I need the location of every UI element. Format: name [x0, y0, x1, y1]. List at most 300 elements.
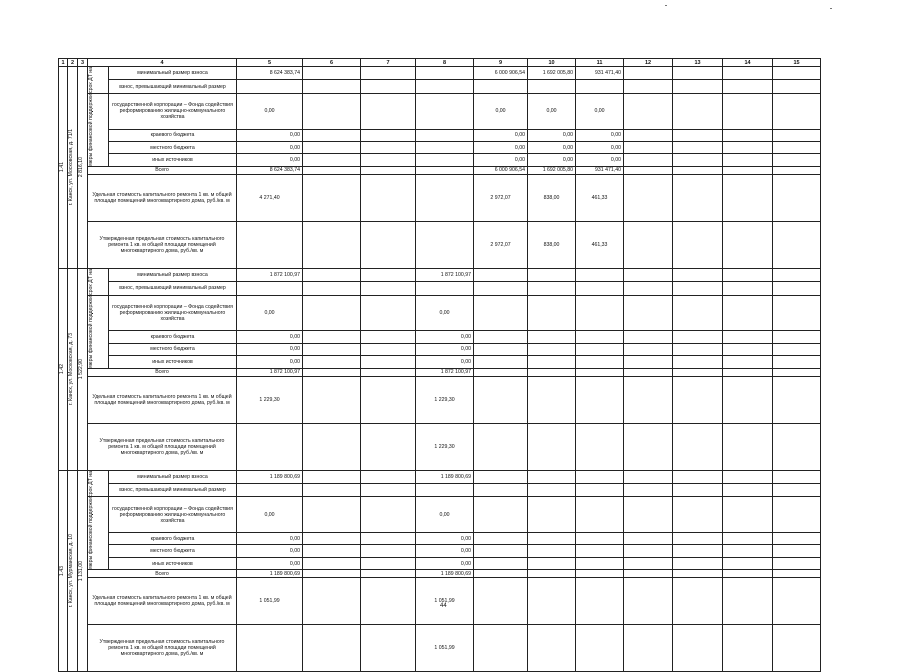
value-cell [416, 141, 474, 153]
value-cell: 0,00 [237, 129, 303, 141]
empty-cell [773, 470, 821, 483]
page-number: 44 [440, 603, 447, 609]
value-cell [361, 141, 416, 153]
empty-cell [673, 376, 723, 423]
value-cell [474, 376, 528, 423]
value-cell: 0,00 [474, 93, 528, 129]
value-cell [528, 268, 576, 281]
empty-cell [773, 129, 821, 141]
empty-cell [723, 174, 773, 221]
value-cell [474, 80, 528, 93]
value-cell: 8 624 383,74 [237, 166, 303, 174]
value-cell: 0,00 [416, 533, 474, 545]
empty-cell [773, 533, 821, 545]
empty-cell [773, 166, 821, 174]
value-cell [361, 497, 416, 533]
value-cell [416, 174, 474, 221]
scan-speck [665, 5, 667, 6]
empty-cell [723, 545, 773, 557]
value-cell [576, 483, 624, 496]
empty-cell [624, 578, 673, 625]
row-label: взнос, превышающий минимальный размер [109, 483, 237, 496]
empty-cell [673, 343, 723, 355]
value-cell [303, 470, 361, 483]
empty-cell [723, 625, 773, 672]
value-cell: 1 872 100,97 [416, 268, 474, 281]
document-sheet [58, 58, 818, 672]
value-cell [528, 343, 576, 355]
value-cell: 931 471,40 [576, 67, 624, 80]
value-cell [303, 80, 361, 93]
value-cell [237, 221, 303, 268]
table-row [59, 625, 821, 672]
empty-cell [773, 154, 821, 166]
value-cell [474, 423, 528, 470]
value-cell: 0,00 [474, 154, 528, 166]
value-cell [361, 470, 416, 483]
value-cell [303, 368, 361, 376]
value-cell [528, 625, 576, 672]
value-cell [528, 423, 576, 470]
row-label: минимальный размер взноса [109, 470, 237, 483]
value-cell: 461,33 [576, 174, 624, 221]
item-area-text: 1 131,00 [78, 560, 84, 581]
empty-cell [673, 174, 723, 221]
empty-cell [773, 625, 821, 672]
value-cell: 1 051,99 [416, 578, 474, 625]
measures-label-text: меры финансовой поддержки [88, 93, 94, 166]
empty-cell [624, 221, 673, 268]
value-cell [303, 331, 361, 343]
value-cell [361, 174, 416, 221]
item-number-text: 1.43 [59, 565, 65, 576]
empty-cell [673, 331, 723, 343]
empty-cell [673, 470, 723, 483]
srok-label-text: срок ДТ на [88, 470, 94, 497]
header-cell: 10 [528, 59, 576, 67]
value-cell [528, 356, 576, 368]
value-cell [361, 295, 416, 331]
value-cell [303, 356, 361, 368]
value-cell [361, 221, 416, 268]
value-cell [416, 80, 474, 93]
value-cell [474, 295, 528, 331]
value-cell [361, 533, 416, 545]
value-cell: 1 189 800,69 [237, 470, 303, 483]
value-cell [361, 166, 416, 174]
table-row [59, 268, 821, 281]
empty-cell [723, 483, 773, 496]
value-cell [474, 368, 528, 376]
row-label: местного бюджета [109, 545, 237, 557]
item-number [59, 268, 68, 470]
item-number [59, 470, 68, 672]
row-label: Всего [88, 570, 237, 578]
empty-cell [673, 570, 723, 578]
value-cell: 0,00 [576, 141, 624, 153]
value-cell: 0,00 [416, 343, 474, 355]
item-address [68, 268, 78, 470]
srok-label [88, 67, 109, 94]
empty-cell [624, 166, 673, 174]
value-cell [474, 356, 528, 368]
value-cell [416, 93, 474, 129]
value-cell [474, 533, 528, 545]
empty-cell [624, 497, 673, 533]
value-cell [361, 331, 416, 343]
empty-cell [773, 376, 821, 423]
empty-cell [723, 154, 773, 166]
empty-cell [773, 221, 821, 268]
srok-label-text: срок ДТ на [88, 268, 94, 295]
value-cell: 0,00 [474, 141, 528, 153]
header-cell: 4 [88, 59, 237, 67]
value-cell: 1 692 005,80 [528, 166, 576, 174]
value-cell [237, 483, 303, 496]
empty-cell [624, 557, 673, 569]
empty-cell [673, 295, 723, 331]
row-label: местного бюджета [109, 343, 237, 355]
empty-cell [673, 483, 723, 496]
table-row [59, 533, 821, 545]
value-cell [303, 343, 361, 355]
header-cell: 15 [773, 59, 821, 67]
value-cell [528, 557, 576, 569]
empty-cell [723, 67, 773, 80]
value-cell [416, 129, 474, 141]
value-cell [528, 331, 576, 343]
value-cell [474, 578, 528, 625]
empty-cell [624, 545, 673, 557]
empty-cell [673, 368, 723, 376]
value-cell [237, 625, 303, 672]
item-address [68, 67, 78, 269]
empty-cell [624, 295, 673, 331]
table-row [59, 368, 821, 376]
header-cell: 12 [624, 59, 673, 67]
value-cell [361, 282, 416, 295]
row-label: минимальный размер взноса [109, 268, 237, 281]
header-cell: 14 [723, 59, 773, 67]
value-cell: 0,00 [237, 545, 303, 557]
value-cell [361, 570, 416, 578]
header-row [59, 59, 821, 67]
table-row [59, 174, 821, 221]
measures-label [88, 295, 109, 368]
table-row [59, 470, 821, 483]
empty-cell [773, 295, 821, 331]
value-cell [303, 93, 361, 129]
value-cell [576, 376, 624, 423]
empty-cell [673, 221, 723, 268]
row-label: государственной корпорации – Фонда содействия реформированию жилищно-коммунального хозяйства [109, 93, 237, 129]
empty-cell [673, 67, 723, 80]
empty-cell [624, 470, 673, 483]
empty-cell [723, 368, 773, 376]
empty-cell [723, 470, 773, 483]
item-area [78, 470, 88, 672]
value-cell [361, 423, 416, 470]
value-cell: 2 972,07 [474, 221, 528, 268]
value-cell: 0,00 [237, 356, 303, 368]
value-cell [361, 368, 416, 376]
empty-cell [723, 497, 773, 533]
value-cell [237, 80, 303, 93]
value-cell [361, 625, 416, 672]
value-cell: 0,00 [237, 141, 303, 153]
empty-cell [673, 497, 723, 533]
value-cell [474, 483, 528, 496]
empty-cell [673, 557, 723, 569]
empty-cell [673, 545, 723, 557]
value-cell: 0,00 [237, 93, 303, 129]
value-cell: 1 692 005,80 [528, 67, 576, 80]
value-cell [576, 268, 624, 281]
header-cell: 1 [59, 59, 68, 67]
value-cell [528, 80, 576, 93]
empty-cell [723, 570, 773, 578]
table-row [59, 376, 821, 423]
empty-cell [723, 93, 773, 129]
item-address-text: г. Канск, ул. Мурманская, д. 10 [68, 534, 74, 608]
value-cell: 0,00 [528, 154, 576, 166]
empty-cell [673, 356, 723, 368]
table-row [59, 343, 821, 355]
value-cell [576, 497, 624, 533]
value-cell: 0,00 [416, 356, 474, 368]
value-cell: 0,00 [416, 295, 474, 331]
value-cell [237, 282, 303, 295]
item-number-text: 1.41 [59, 162, 65, 173]
empty-cell [673, 93, 723, 129]
item-address-text: г. Канск, ул. Московская, д. 71/1 [68, 129, 74, 206]
value-cell [303, 166, 361, 174]
value-cell [528, 570, 576, 578]
item-area [78, 67, 88, 269]
row-label: иных источников [109, 557, 237, 569]
value-cell [528, 376, 576, 423]
value-cell: 0,00 [237, 154, 303, 166]
row-label: Удельная стоимость капитального ремонта 1 кв. м общей площади помещений многоквартирного дома, руб./кв. м [88, 174, 237, 221]
value-cell [303, 533, 361, 545]
empty-cell [773, 497, 821, 533]
empty-cell [673, 80, 723, 93]
item-address [68, 470, 78, 672]
row-label: Утвержденная предельная стоимость капитального ремонта 1 кв. м общей площади помещений многоквартирного дома, руб./кв. м [88, 221, 237, 268]
value-cell [361, 129, 416, 141]
empty-cell [624, 483, 673, 496]
empty-cell [773, 174, 821, 221]
value-cell [416, 166, 474, 174]
empty-cell [773, 67, 821, 80]
empty-cell [673, 578, 723, 625]
table-row [59, 93, 821, 129]
value-cell [416, 483, 474, 496]
empty-cell [673, 129, 723, 141]
table-row [59, 578, 821, 625]
table-row [59, 497, 821, 533]
row-label: Всего [88, 368, 237, 376]
value-cell [528, 483, 576, 496]
value-cell: 838,00 [528, 221, 576, 268]
table-row [59, 154, 821, 166]
row-label: иных источников [109, 154, 237, 166]
table-row [59, 483, 821, 496]
value-cell: 0,00 [576, 129, 624, 141]
empty-cell [773, 93, 821, 129]
empty-cell [723, 282, 773, 295]
value-cell: 1 189 800,69 [237, 570, 303, 578]
value-cell [528, 545, 576, 557]
empty-cell [624, 154, 673, 166]
empty-cell [723, 423, 773, 470]
empty-cell [673, 154, 723, 166]
header-cell: 5 [237, 59, 303, 67]
value-cell: 0,00 [416, 545, 474, 557]
measures-label [88, 497, 109, 570]
value-cell [528, 470, 576, 483]
table-row [59, 221, 821, 268]
value-cell [361, 483, 416, 496]
empty-cell [773, 545, 821, 557]
table-row [59, 545, 821, 557]
row-label: иных источников [109, 356, 237, 368]
value-cell: 0,00 [237, 295, 303, 331]
header-cell: 2 [68, 59, 78, 67]
value-cell [576, 295, 624, 331]
value-cell: 0,00 [237, 557, 303, 569]
empty-cell [773, 570, 821, 578]
value-cell: 0,00 [528, 93, 576, 129]
value-cell: 838,00 [528, 174, 576, 221]
value-cell [474, 557, 528, 569]
empty-cell [624, 343, 673, 355]
value-cell [361, 80, 416, 93]
row-label: взнос, превышающий минимальный размер [109, 282, 237, 295]
empty-cell [624, 533, 673, 545]
table-row [59, 282, 821, 295]
value-cell: 1 229,30 [416, 423, 474, 470]
value-cell: 0,00 [237, 343, 303, 355]
value-cell [361, 376, 416, 423]
value-cell [361, 343, 416, 355]
empty-cell [773, 331, 821, 343]
value-cell [474, 625, 528, 672]
value-cell [576, 533, 624, 545]
value-cell: 1 229,30 [237, 376, 303, 423]
row-label: краевого бюджета [109, 533, 237, 545]
row-label: взнос, превышающий минимальный размер [109, 80, 237, 93]
value-cell [361, 545, 416, 557]
value-cell [576, 423, 624, 470]
value-cell: 461,33 [576, 221, 624, 268]
empty-cell [624, 141, 673, 153]
value-cell [303, 67, 361, 80]
value-cell [303, 376, 361, 423]
value-cell: 8 624 383,74 [237, 67, 303, 80]
item-area-text: 1 522,90 [78, 359, 84, 380]
empty-cell [624, 423, 673, 470]
table-row [59, 570, 821, 578]
empty-cell [773, 80, 821, 93]
row-label: Утвержденная предельная стоимость капитального ремонта 1 кв. м общей площади помещений многоквартирного дома, руб./кв. м [88, 423, 237, 470]
empty-cell [723, 295, 773, 331]
value-cell [303, 154, 361, 166]
empty-cell [773, 356, 821, 368]
header-cell: 7 [361, 59, 416, 67]
empty-cell [624, 282, 673, 295]
value-cell [474, 570, 528, 578]
value-cell: 931 471,40 [576, 166, 624, 174]
value-cell [576, 578, 624, 625]
empty-cell [673, 141, 723, 153]
value-cell: 0,00 [237, 533, 303, 545]
empty-cell [773, 483, 821, 496]
empty-cell [624, 356, 673, 368]
empty-cell [624, 93, 673, 129]
value-cell [416, 154, 474, 166]
empty-cell [624, 625, 673, 672]
value-cell [528, 533, 576, 545]
empty-cell [723, 376, 773, 423]
empty-cell [773, 282, 821, 295]
empty-cell [673, 282, 723, 295]
table-row [59, 129, 821, 141]
empty-cell [673, 268, 723, 281]
table-row [59, 67, 821, 80]
empty-cell [723, 166, 773, 174]
empty-cell [673, 423, 723, 470]
header-cell: 8 [416, 59, 474, 67]
empty-cell [624, 376, 673, 423]
value-cell: 1 051,99 [416, 625, 474, 672]
value-cell [303, 423, 361, 470]
value-cell: 0,00 [237, 497, 303, 533]
value-cell: 0,00 [528, 141, 576, 153]
value-cell [474, 268, 528, 281]
value-cell [474, 343, 528, 355]
empty-cell [773, 368, 821, 376]
value-cell: 1 189 800,69 [416, 470, 474, 483]
empty-cell [673, 533, 723, 545]
table-row [59, 80, 821, 93]
value-cell [416, 221, 474, 268]
value-cell [576, 625, 624, 672]
empty-cell [723, 533, 773, 545]
value-cell [361, 557, 416, 569]
empty-cell [624, 368, 673, 376]
value-cell [237, 423, 303, 470]
value-cell: 1 189 800,69 [416, 570, 474, 578]
value-cell: 0,00 [416, 557, 474, 569]
row-label: минимальный размер взноса [109, 67, 237, 80]
srok-label [88, 268, 109, 295]
measures-label-text: меры финансовой поддержки [88, 497, 94, 570]
empty-cell [723, 141, 773, 153]
value-cell [474, 470, 528, 483]
value-cell: 0,00 [416, 331, 474, 343]
header-cell: 6 [303, 59, 361, 67]
empty-cell [773, 578, 821, 625]
value-cell [303, 268, 361, 281]
empty-cell [773, 268, 821, 281]
value-cell [576, 557, 624, 569]
item-number [59, 67, 68, 269]
row-label: Утвержденная предельная стоимость капитального ремонта 1 кв. м общей площади помещений многоквартирного дома, руб./кв. м [88, 625, 237, 672]
value-cell [361, 356, 416, 368]
value-cell: 2 972,07 [474, 174, 528, 221]
value-cell [303, 174, 361, 221]
